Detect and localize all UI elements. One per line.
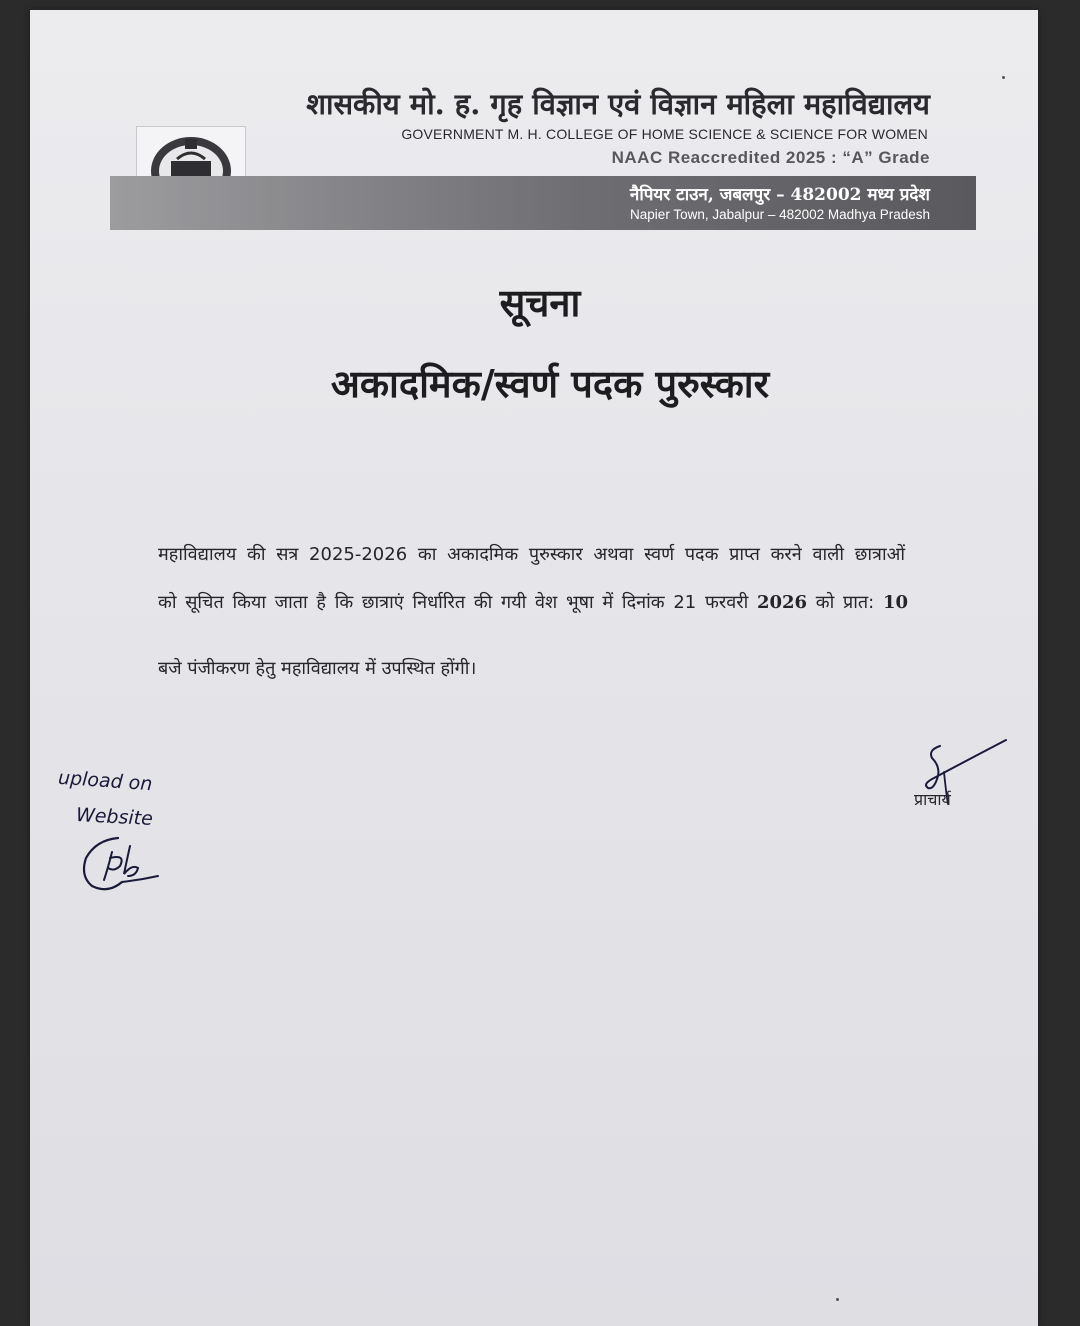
- notice-body-line-3: बजे पंजीकरण हेतु महाविद्यालय में उपस्थित होंगी।: [158, 658, 477, 679]
- body-line-2-text-b: को प्रात:: [807, 592, 883, 613]
- handwritten-note-line-1: upload on: [57, 766, 154, 796]
- paper-speck: [836, 1298, 839, 1301]
- body-line-2-time: 10: [882, 592, 909, 613]
- handwritten-initials: [56, 762, 186, 912]
- notice-heading: सूचना: [499, 281, 581, 325]
- college-name-hindi: शासकीय मो. ह. गृह विज्ञान एवं विज्ञान महिला महाविद्यालय: [306, 87, 930, 121]
- college-name-english: GOVERNMENT M. H. COLLEGE OF HOME SCIENCE & SCIENCE FOR WOMEN: [401, 126, 928, 142]
- accreditation-text: NAAC Reaccredited 2025 : “A” Grade: [611, 148, 930, 167]
- address-english: Napier Town, Jabalpur – 482002 Madhya Pradesh: [630, 207, 930, 222]
- principal-designation: प्राचार्य: [914, 790, 951, 809]
- notice-body-line-2: [158, 590, 908, 614]
- notice-subject: अकादमिक/स्वर्ण पदक पुरुस्कार: [330, 362, 770, 406]
- handwritten-note-line-2: Website: [75, 804, 154, 830]
- paper-speck: [1002, 76, 1005, 79]
- address-hindi: नैपियर टाउन, जबलपुर – 482002 मध्य प्रदेश: [629, 185, 930, 205]
- notice-body-line-1: महाविद्यालय की सत्र 2025-2026 का अकादमिक पुरुस्कार अथवा स्वर्ण पदक प्राप्त करने वाली छात्राओं: [158, 544, 905, 565]
- body-line-2-year: 2026: [756, 592, 808, 613]
- body-line-2-text-a: को सूचित किया जाता है कि छात्राएं निर्धारित की गयी वेश भूषा में दिनांक 21 फरवरी: [158, 592, 757, 613]
